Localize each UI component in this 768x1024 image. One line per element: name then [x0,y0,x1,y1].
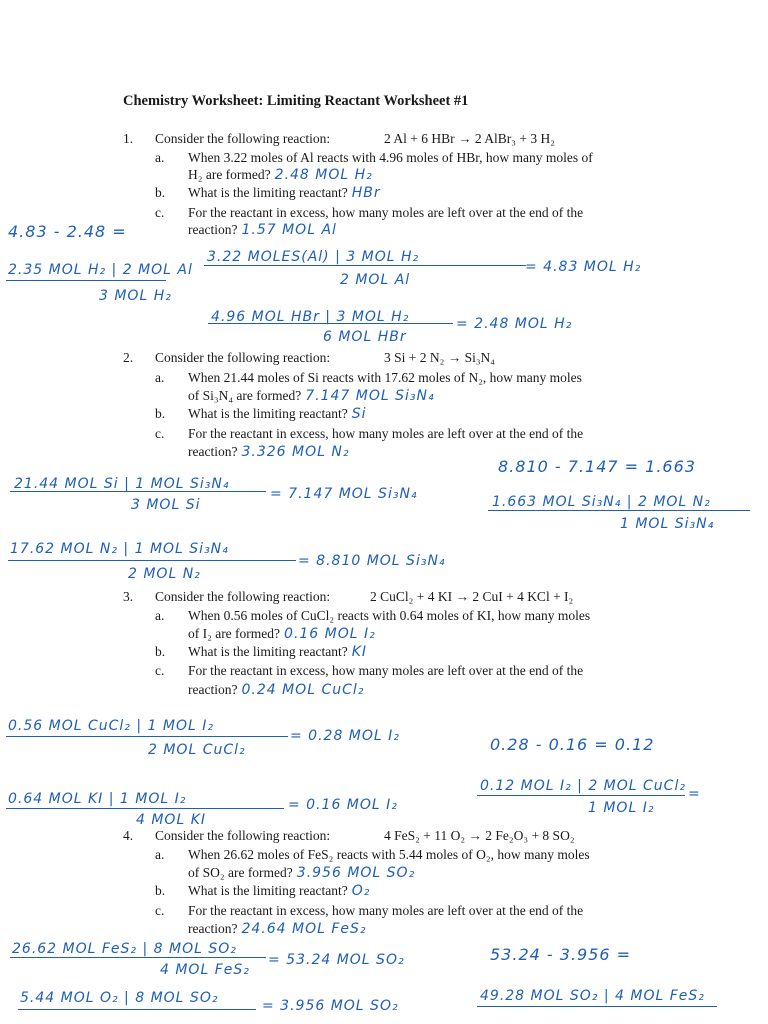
p4-work2-numerator: 5.44 MOL O₂ | 8 MOL SO₂ [20,990,219,1006]
p1-work3-numerator: 4.96 MOL HBr | 3 MOL H₂ [211,309,410,325]
problem-1-equation: 2 Al + 6 HBr → 2 AlBr₃ + 3 H₂ [384,131,555,146]
problem-4b-text: What is the limiting reactant? [188,883,348,898]
problem-3b-answer: KI [351,644,368,660]
problem-4a-text-line2: of SO₂ are formed? [188,865,293,880]
problem-2-prompt: Consider the following reaction: [155,350,331,365]
problem-2a-text: When 21.44 moles of Si reacts with 17.62 moles of N₂, how many moles [188,370,582,385]
problem-1a-text: When 3.22 moles of Al reacts with 4.96 moles of HBr, how many moles of [188,150,593,165]
problem-3-number: 3. [123,589,134,604]
p3-work1-numerator: 0.56 MOL CuCl₂ | 1 MOL I₂ [8,718,214,734]
p1-work3-denominator: 6 MOL HBr [323,329,407,345]
p1-work2-numerator: 2.35 MOL H₂ | 2 MOL Al [8,262,193,278]
problem-4b-row [188,883,370,899]
problem-3c-text: For the reactant in excess, how many moles are left over at the end of the [188,663,584,678]
problem-1a-text-line2: H₂ are formed? [188,167,271,182]
problem-1-number: 1. [123,131,134,146]
p3-work2-equals: = [688,786,701,802]
problem-2b-text: What is the limiting reactant? [188,406,348,421]
p2-work1-fraction-bar [10,491,266,492]
p1-work3-result: = 2.48 MOL H₂ [456,316,573,332]
p3-work2-fraction-bar [477,795,685,796]
problem-4c-answer: 24.64 MOL FeS₂ [241,921,367,937]
p2-work2-denominator: 1 MOL Si₃N₄ [620,516,715,532]
p1-work2-fraction-bar [6,280,166,281]
problem-4-number: 4. [123,828,134,843]
problem-1b-answer: HBr [351,185,381,201]
problem-3a-text-line2: of I₂ are formed? [188,626,281,641]
problem-2a-answer: 7.147 MOL Si₃N₄ [305,388,435,404]
problem-4b-answer: O₂ [351,883,371,899]
p2-work1-result: = 7.147 MOL Si₃N₄ [270,486,418,502]
p2-work1-numerator: 21.44 MOL Si | 1 MOL Si₃N₄ [14,476,230,492]
problem-4a-text: When 26.62 moles of FeS₂ reacts with 5.44 moles of O₂, how many moles [188,847,590,862]
p2-work1-denominator: 3 MOL Si [131,497,201,513]
problem-4a-answer: 3.956 MOL SO₂ [296,865,416,881]
problem-4c-text-line2: reaction? [188,921,238,936]
problem-2a-label: a. [155,370,165,385]
problem-2b-answer: Si [351,406,367,422]
problem-1c-label: c. [155,205,165,220]
p3-work3-fraction-bar [6,808,284,809]
problem-3a-label: a. [155,608,165,623]
problem-3c-answer: 0.24 MOL CuCl₂ [241,682,365,698]
p3-work1-fraction-bar [6,736,288,737]
p4-work1-fraction-bar [10,957,266,958]
problem-1-prompt: Consider the following reaction: [155,131,331,146]
problem-3a-answer: 0.16 MOL I₂ [284,626,376,642]
problem-4c-text: For the reactant in excess, how many moles are left over at the end of the [188,903,584,918]
p2-work3-denominator: 2 MOL N₂ [128,566,201,582]
problem-1c-text: For the reactant in excess, how many moles are left over at the end of the [188,205,584,220]
p3-work1-result: = 0.28 MOL I₂ [290,728,400,744]
p4-work1-result: = 53.24 MOL SO₂ [268,952,405,968]
problem-2c-label: c. [155,426,165,441]
p1-work3-fraction-bar [208,323,453,324]
p2-work2-numerator: 1.663 MOL Si₃N₄ | 2 MOL N₂ [492,494,711,510]
p2-work3-result: = 8.810 MOL Si₃N₄ [298,553,446,569]
p2-work3-numerator: 17.62 MOL N₂ | 1 MOL Si₃N₄ [10,541,229,557]
problem-3c-row [188,682,364,698]
problem-1b-text: What is the limiting reactant? [188,185,348,200]
problem-1c-row [188,222,337,238]
problem-2c-row [188,444,349,460]
problem-2-equation: 3 Si + 2 N₂ → Si₃N₄ [384,350,495,365]
page-title: Chemistry Worksheet: Limiting Reactant Worksheet #1 [123,93,469,109]
p4-work1-numerator: 26.62 MOL FeS₂ | 8 MOL SO₂ [12,941,237,957]
problem-3b-row [188,644,367,660]
problem-4-equation: 4 FeS₂ + 11 O₂ → 2 Fe₂O₃ + 8 SO₂ [384,828,575,843]
p1-work1-fraction-bar [204,265,526,266]
p1-work1-numerator: 3.22 MOLES(Al) | 3 MOL H₂ [207,249,420,265]
problem-1a-text-cont [188,167,373,183]
p3-work1-denominator: 2 MOL CuCl₂ [148,742,246,758]
p3-work2-denominator: 1 MOL I₂ [588,800,655,816]
problem-2-number: 2. [123,350,134,365]
problem-3c-text-line2: reaction? [188,682,238,697]
p3-work3-numerator: 0.64 MOL KI | 1 MOL I₂ [8,791,187,807]
p1-subtraction: 4.83 - 2.48 = [8,222,127,241]
problem-3a-row [188,626,376,642]
problem-4-prompt: Consider the following reaction: [155,828,331,843]
problem-3b-label: b. [155,644,166,659]
problem-3c-label: c. [155,663,165,678]
problem-3-prompt: Consider the following reaction: [155,589,331,604]
problem-1b-row [188,185,381,201]
p4-work1-denominator: 4 MOL FeS₂ [160,962,250,978]
problem-2b-row [188,406,366,422]
p3-work2-numerator: 0.12 MOL I₂ | 2 MOL CuCl₂ [480,778,686,794]
problem-1a-label: a. [155,150,165,165]
problem-1b-label: b. [155,185,166,200]
p4-work3-fraction-bar [477,1006,717,1007]
p4-work2-fraction-bar [18,1009,256,1010]
p1-work2-denominator: 3 MOL H₂ [99,288,172,304]
problem-3a-text: When 0.56 moles of CuCl₂ reacts with 0.64 moles of KI, how many moles [188,608,591,623]
problem-2c-text: For the reactant in excess, how many moles are left over at the end of the [188,426,584,441]
problem-2a-text-line2: of Si₃N₄ are formed? [188,388,302,403]
p1-work1-result: = 4.83 MOL H₂ [525,259,642,275]
p4-subtraction: 53.24 - 3.956 = [490,945,632,964]
problem-2c-answer: 3.326 MOL N₂ [241,444,350,460]
problem-3-equation: 2 CuCl₂ + 4 KI → 2 CuI + 4 KCl + I₂ [370,589,574,604]
problem-1c-text-line2: reaction? [188,222,238,237]
p2-work2-fraction-bar [488,510,750,511]
p4-work2-result: = 3.956 MOL SO₂ [262,998,399,1014]
problem-4b-label: b. [155,883,166,898]
problem-1a-answer: 2.48 MOL H₂ [274,167,373,183]
p3-work3-denominator: 4 MOL KI [136,812,207,828]
problem-4a-label: a. [155,847,165,862]
p3-subtraction: 0.28 - 0.16 = 0.12 [490,735,655,754]
p2-work3-fraction-bar [8,560,296,561]
problem-2b-label: b. [155,406,166,421]
problem-2c-text-line2: reaction? [188,444,238,459]
problem-2a-row [188,388,435,404]
problem-4a-row [188,865,415,881]
problem-4c-label: c. [155,903,165,918]
p3-work3-result: = 0.16 MOL I₂ [288,797,398,813]
problem-3b-text: What is the limiting reactant? [188,644,348,659]
problem-1c-answer: 1.57 MOL Al [241,222,337,238]
p2-subtraction: 8.810 - 7.147 = 1.663 [498,457,696,476]
problem-4c-row [188,921,367,937]
p1-work1-denominator: 2 MOL Al [340,272,411,288]
p4-work3-numerator: 49.28 MOL SO₂ | 4 MOL FeS₂ [480,988,705,1004]
